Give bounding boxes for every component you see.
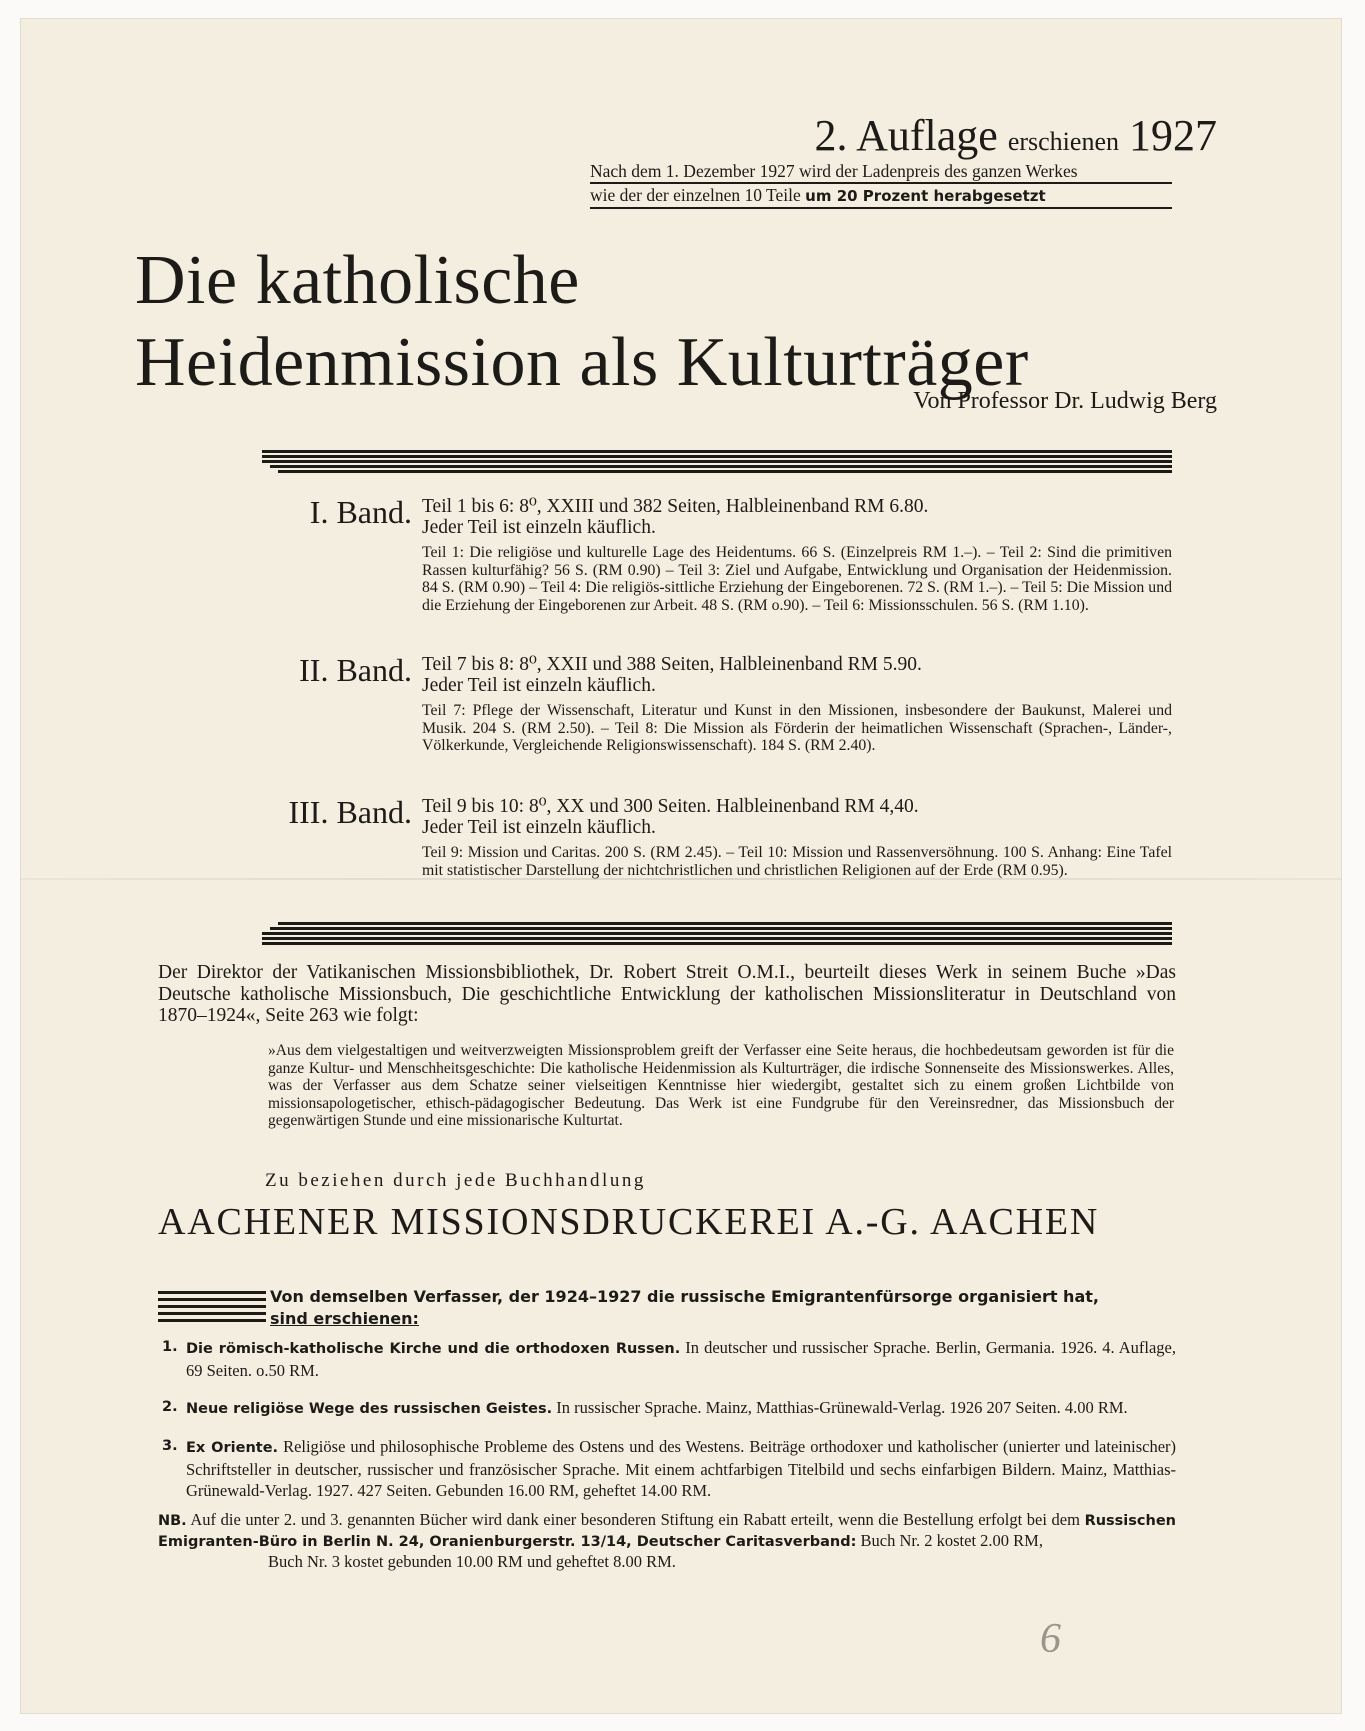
band-main: Teil 1 bis 6: 8⁰, XXIII und 382 Seiten, Halbleinenband RM 6.80. bbox=[422, 496, 929, 517]
work-title: Neue religiöse Wege des russischen Geistes. bbox=[186, 1401, 553, 1417]
band-label: I. Band. bbox=[309, 494, 412, 530]
pencil-mark: 6 bbox=[1040, 1616, 1061, 1662]
band-detail: Teil 7: Pflege der Wissenschaft, Literatur und Kunst in den Missionen, insbesondere der Baukunst, Malerei und Musik. 204 S. (RM 2.50). – Teil 8: Die Mission als Förderin der heimatlichen Wissenschaft (Sprachen-, Länder-, Völkerkunde, Vergleichende Religionswissenschaft). 184 S. (RM 2.40). bbox=[422, 702, 1172, 754]
book-title bbox=[135, 240, 1029, 404]
notice-line-2-plain: wie der der einzelnen 10 Teile bbox=[590, 185, 801, 205]
price-notice bbox=[590, 160, 1172, 209]
nb-label: NB. bbox=[158, 1513, 187, 1529]
notice-line-2 bbox=[590, 184, 1172, 209]
edition-appeared: erschienen bbox=[1007, 127, 1119, 156]
same-author-line-2: sind erschienen: bbox=[270, 1309, 419, 1328]
nb-text: Auf die unter 2. und 3. genannten Bücher wird dank einer besonderen Stiftung ein Rabatt erteilt, wenn die Bestellung erfolgt bei dem bbox=[190, 1510, 1080, 1529]
divider-rule-top bbox=[262, 450, 1172, 475]
same-author-heading bbox=[270, 1286, 1176, 1330]
works-list bbox=[158, 1337, 1176, 1517]
divider-rule-bottom bbox=[262, 922, 1172, 947]
band-label: II. Band. bbox=[299, 652, 412, 688]
same-author-line-1: Von demselben Verfasser, der 1924–1927 die russische Emigrantenfürsorge organisiert hat, bbox=[270, 1287, 1099, 1306]
work-title: Die römisch-katholische Kirche und die orthodoxen Russen. bbox=[186, 1341, 681, 1357]
band-body bbox=[422, 796, 1172, 879]
band-sub: Jeder Teil ist einzeln käuflich. bbox=[422, 517, 656, 538]
availability-line: Zu beziehen durch jede Buchhandlung bbox=[265, 1170, 646, 1191]
work-number: 2. bbox=[162, 1399, 178, 1415]
work-text: Religiöse und philosophische Probleme des Ostens und des Westens. Beiträge orthodoxer und katholischer (unierter und lateinischer) Schriftsteller in deutscher, russischer und französischer Sprache. Mit einem achtfarbigen Titelbild und sechs einfarbigen Bildern. Mainz, Matthias-Grünewald-Verlag. 1927. 427 Seiten. Gebunden 16.00 RM, geheftet 14.00 RM. bbox=[186, 1437, 1177, 1500]
band-3 bbox=[248, 796, 1172, 879]
nb-address: Russischen Emigranten-Büro in Berlin N. 24, Oranienburgerstr. 13/14, Deutscher Caritasverband: bbox=[158, 1513, 1176, 1550]
work-number: 1. bbox=[162, 1339, 178, 1355]
list-item bbox=[158, 1436, 1176, 1501]
edition-year: 1927 bbox=[1129, 111, 1217, 160]
band-sub: Jeder Teil ist einzeln käuflich. bbox=[422, 675, 656, 696]
band-sub: Jeder Teil ist einzeln käuflich. bbox=[422, 817, 656, 838]
band-body bbox=[422, 496, 1172, 614]
work-text: In deutscher und russischer Sprache. Berlin, Germania. 1926. 4. Auflage, 69 Seiten. o.50 RM. bbox=[186, 1338, 1176, 1380]
author-line: Von Professor Dr. Ludwig Berg bbox=[913, 388, 1217, 414]
band-label: III. Band. bbox=[288, 794, 412, 830]
band-main: Teil 7 bis 8: 8⁰, XXII und 388 Seiten, Halbleinenband RM 5.90. bbox=[422, 654, 922, 675]
nb-price-line-b: Buch Nr. 3 kostet gebunden 10.00 RM und geheftet 8.00 RM. bbox=[268, 1552, 676, 1571]
band-main: Teil 9 bis 10: 8⁰, XX und 300 Seiten. Halbleinenband RM 4,40. bbox=[422, 796, 919, 817]
edition-number: 2. Auflage bbox=[814, 111, 998, 160]
publisher-name: AACHENER MISSIONSDRUCKEREI A.-G. AACHEN bbox=[158, 1201, 1100, 1243]
decorative-lines bbox=[158, 1291, 266, 1326]
title-line-2: Heidenmission als Kulturträger bbox=[135, 324, 1029, 401]
review-quote: »Aus dem vielgestaltigen und weitverzweigten Missionsproblem greift der Verfasser eine Seite heraus, die hochbedeutsam geworden ist für die ganze Kultur- und Menschheitsgeschichte: Die katholische Heidenmission als Kulturträger, die irdische Sonnenseite des Missionswerkes. Alles, was der Verfasser aus dem Schatze seiner vielseitigen Kenntnisse hier wiedergibt, gestaltet sich zu einem großen Lichtbilde von missionsapologetischer, ethisch-pädagogischer Bedeutung. Das Werk ist eine Fundgrube für den Vereinsredner, das Missionsbuch der gegenwärtigen Stunde und eine missionarische Kulturtat. bbox=[268, 1042, 1174, 1129]
review-paragraph: Der Direktor der Vatikanischen Missionsbibliothek, Dr. Robert Streit O.M.I., beurteilt dieses Werk in seinem Buche »Das Deutsche katholische Missionsbuch, Die geschichtliche Entwicklung der katholischen Missionsliteratur in Deutschland von 1870–1924«, Seite 263 wie folgt: bbox=[158, 962, 1176, 1026]
list-item bbox=[158, 1337, 1176, 1381]
band-body bbox=[422, 654, 1172, 755]
band-2 bbox=[248, 654, 1172, 755]
band-detail: Teil 9: Mission und Caritas. 200 S. (RM 2.45). – Teil 10: Mission und Rassenversöhnung. 100 S. Anhang: Eine Tafel mit statistischer Darstellung der nichtchristlichen und christlichen Religionen auf der Erde (RM 0.95). bbox=[422, 844, 1172, 879]
work-title: Ex Oriente. bbox=[186, 1440, 279, 1456]
list-item bbox=[158, 1397, 1176, 1420]
nb-note bbox=[158, 1510, 1176, 1571]
notice-line-1: Nach dem 1. Dezember 1927 wird der Ladenpreis des ganzen Werkes bbox=[590, 160, 1172, 184]
band-detail: Teil 1: Die religiöse und kulturelle Lage des Heidentums. 66 S. (Einzelpreis RM 1.–). – Teil 2: Sind die primitiven Rassen kulturfähig? 56 S. (RM 0.90) – Teil 3: Ziel und Aufgabe, Entwicklung und Organisation der Heidenmission. 84 S. (RM 0.90) – Teil 4: Die religiös-sittliche Erziehung der Eingeborenen. 72 S. (RM 1.–). – Teil 5: Die Mission und die Erziehung der Eingeborenen zur Arbeit. 48 S. (RM o.90). – Teil 6: Missionsschulen. 56 S. (RM 1.10). bbox=[422, 544, 1172, 614]
title-line-1: Die katholische bbox=[135, 242, 580, 319]
work-number: 3. bbox=[162, 1438, 178, 1454]
notice-line-2-bold: um 20 Prozent herabgesetzt bbox=[805, 187, 1046, 205]
nb-price-line-a: Buch Nr. 2 kostet 2.00 RM, bbox=[860, 1531, 1043, 1550]
work-text: In russischer Sprache. Mainz, Matthias-Grünewald-Verlag. 1926 207 Seiten. 4.00 RM. bbox=[556, 1398, 1128, 1417]
band-1 bbox=[248, 496, 1172, 614]
edition-line bbox=[815, 110, 1217, 161]
